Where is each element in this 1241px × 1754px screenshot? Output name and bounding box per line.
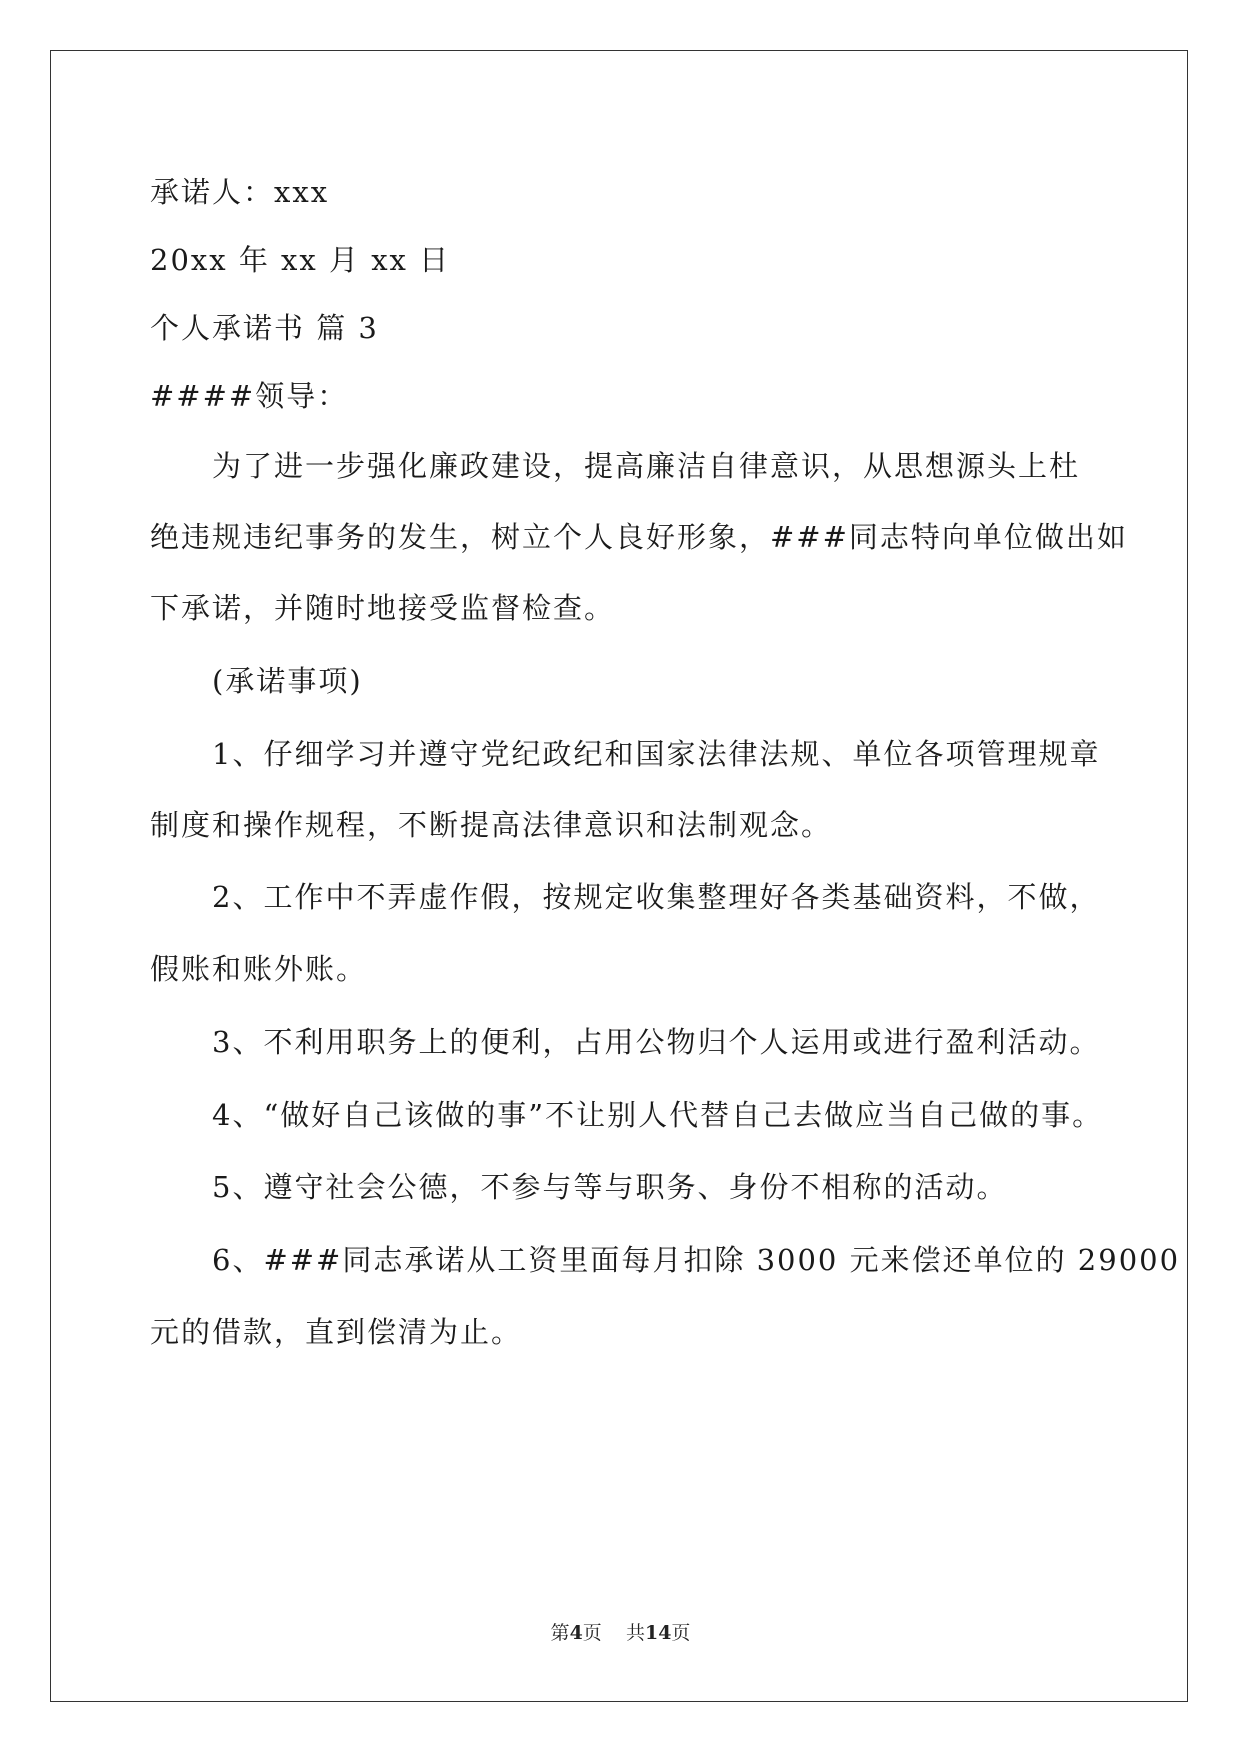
paragraph-intro-line-1: 为了进一步强化廉政建设，提高廉洁自律意识，从思想源头上杜: [212, 449, 1081, 483]
commitment-heading: (承诺事项): [212, 664, 363, 698]
item-6-line-2: 元的借款，直到偿清为止。: [150, 1315, 523, 1349]
paragraph-intro-line-2: 绝违规违纪事务的发生，树立个人良好形象，###同志特向单位做出如: [150, 520, 1128, 554]
item-1-line-1: 1、仔细学习并遵守党纪政纪和国家法律法规、单位各项管理规章: [212, 737, 1101, 771]
footer-total-pages: 14: [644, 1622, 672, 1644]
section-title: 个人承诺书 篇 3: [150, 311, 379, 345]
footer-current-page: 4: [569, 1622, 583, 1644]
footer-prefix: 第: [550, 1622, 570, 1644]
item-2-line-1: 2、工作中不弄虚作假，按规定收集整理好各类基础资料，不做，: [212, 880, 1101, 914]
footer-middle: 页 共: [582, 1622, 645, 1644]
item-6-line-1: 6、###同志承诺从工资里面每月扣除 3000 元来偿还单位的 29000: [212, 1243, 1181, 1277]
footer-suffix: 页: [671, 1622, 691, 1644]
signer-line: 承诺人：xxx: [150, 175, 330, 209]
page-footer: [0, 1618, 1241, 1645]
item-4: 4、“做好自己该做的事”不让别人代替自己去做应当自己做的事。: [212, 1098, 1104, 1132]
date-line: 20xx 年 xx 月 xx 日: [150, 243, 451, 277]
item-2-line-2: 假账和账外账。: [150, 952, 368, 986]
item-3: 3、不利用职务上的便利，占用公物归个人运用或进行盈利活动。: [212, 1025, 1101, 1059]
item-1-line-2: 制度和操作规程，不断提高法律意识和法制观念。: [150, 808, 833, 842]
paragraph-intro-line-3: 下承诺，并随时地接受监督检查。: [150, 591, 616, 625]
page-border: [50, 50, 1188, 1702]
item-5: 5、遵守社会公德，不参与等与职务、身份不相称的活动。: [212, 1170, 1008, 1204]
salutation: ####领导：: [150, 379, 349, 413]
